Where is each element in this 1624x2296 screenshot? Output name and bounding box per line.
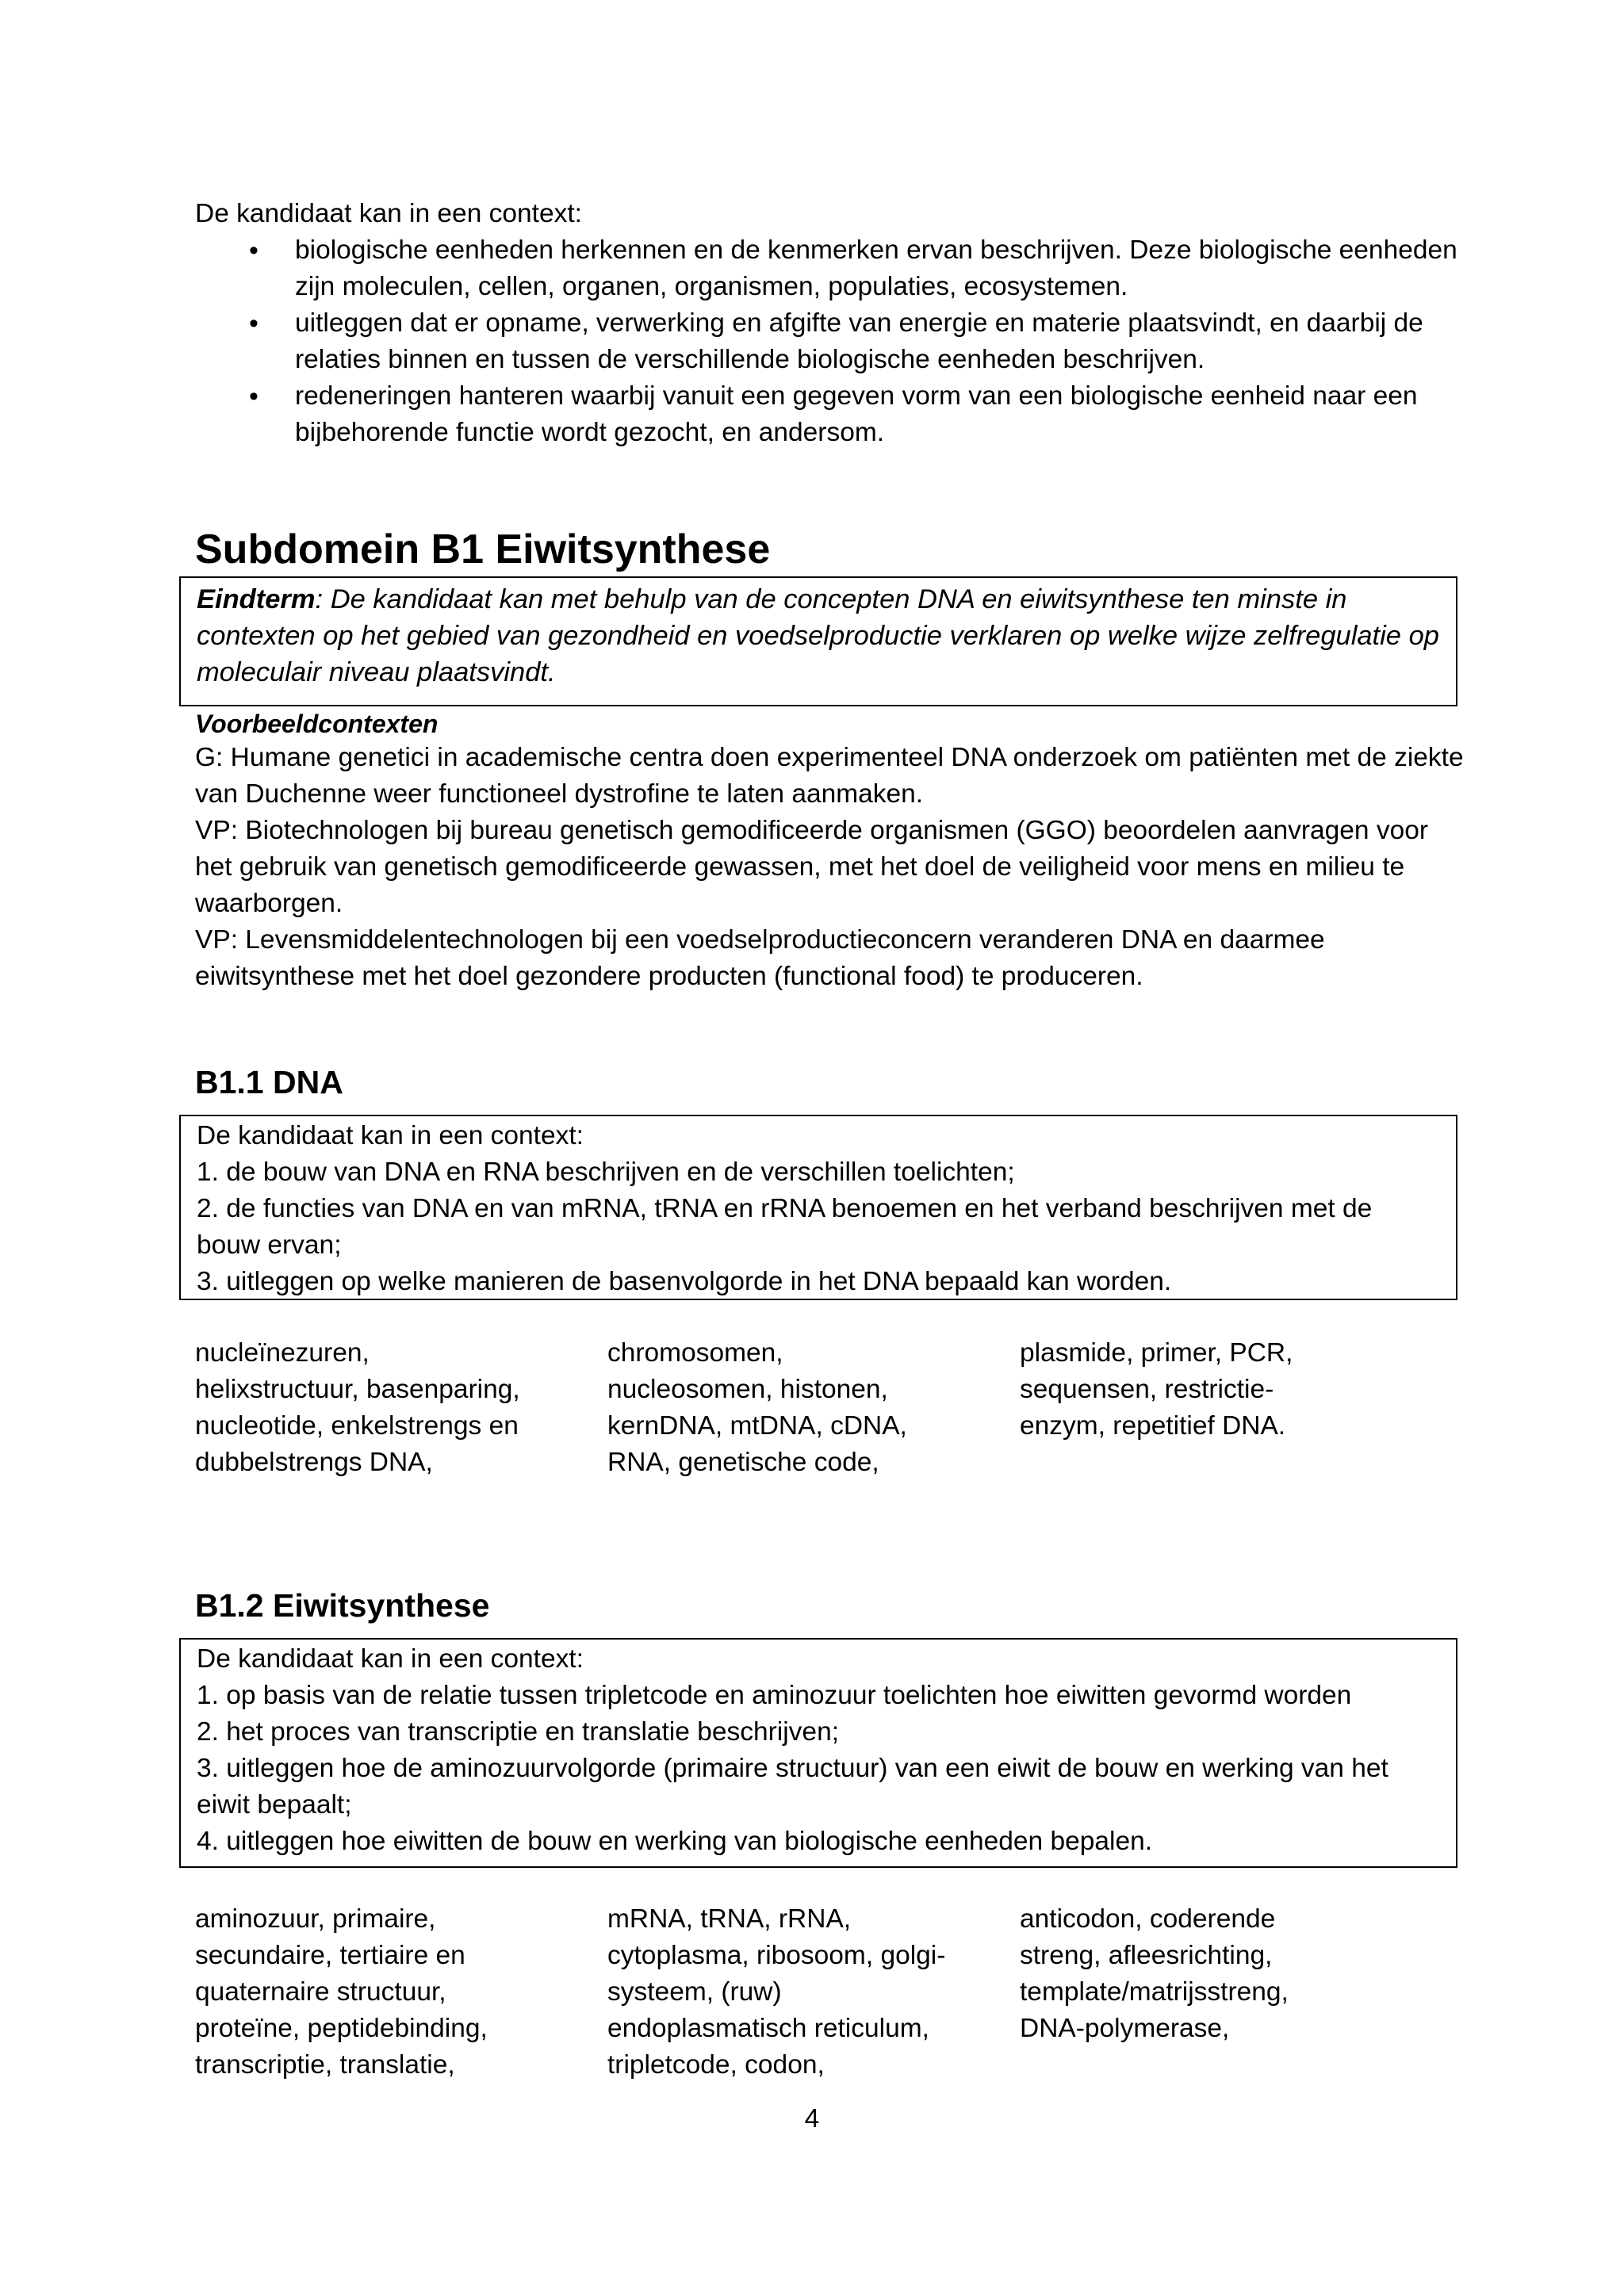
b11-objectives-box bbox=[179, 1115, 1457, 1300]
b12-concepts bbox=[195, 1901, 1432, 2084]
voorbeeld-section bbox=[195, 708, 1464, 995]
objective-line: De kandidaat kan in een context: bbox=[197, 1644, 584, 1674]
intro-bullet: • redeneringen hanteren waarbij vanuit een gegeven vorm van een biologische eenheid naar een bijbehorende functie wordt gezocht, en andersom. bbox=[195, 378, 1464, 451]
concept-line: kernDNA, mtDNA, cDNA, bbox=[607, 1411, 907, 1441]
eindterm-box bbox=[179, 576, 1457, 706]
page-number: 4 bbox=[804, 2104, 820, 2133]
objective-line: 1. op basis van de relatie tussen tripletcode en aminozuur toelichten hoe eiwitten gevormd worden bbox=[197, 1681, 1352, 1710]
concept-line: aminozuur, primaire, bbox=[195, 1904, 436, 1934]
voorbeeld-item: G: Humane genetici in academische centra doen experimenteel DNA onderzoek om patiënten met de ziekte van Duchenne weer functioneel dystrofine te laten aanmaken. bbox=[195, 743, 1464, 809]
concept-line: streng, afleesrichting, bbox=[1020, 1941, 1273, 1970]
objective-line: 1. de bouw van DNA en RNA beschrijven en de verschillen toelichten; bbox=[197, 1158, 1015, 1187]
concept-column bbox=[195, 1901, 607, 2084]
concept-line: mRNA, tRNA, rRNA, bbox=[607, 1904, 852, 1934]
concept-line: enzym, repetitief DNA. bbox=[1020, 1411, 1286, 1441]
voorbeeld-item: VP: Levensmiddelentechnologen bij een voedselproductieconcern veranderen DNA en daarmee eiwitsynthese met het doel gezondere producten (functional food) te produceren. bbox=[195, 925, 1325, 991]
concept-line: endoplasmatisch reticulum, bbox=[607, 2014, 929, 2043]
concept-line: systeem, (ruw) bbox=[607, 1977, 782, 2007]
objective-line: 3. uitleggen hoe de aminozuurvolgorde (primaire structuur) van een eiwit de bouw en werking van het eiwit bepaalt; bbox=[197, 1754, 1388, 1820]
concept-line: DNA-polymerase, bbox=[1020, 2014, 1230, 2043]
concept-column bbox=[195, 1335, 607, 1481]
objective-line: 2. het proces van transcriptie en translatie beschrijven; bbox=[197, 1717, 840, 1747]
concept-line: tripletcode, codon, bbox=[607, 2050, 825, 2080]
objective-line: De kandidaat kan in een context: bbox=[197, 1121, 584, 1150]
concept-line: secundaire, tertiaire en bbox=[195, 1941, 465, 1970]
intro-bullet: • biologische eenheden herkennen en de kenmerken ervan beschrijven. Deze biologische eenheden zijn moleculen, cellen, organen, organismen, populaties, ecosystemen. bbox=[195, 232, 1464, 305]
intro-section bbox=[195, 196, 1464, 451]
section-title-b12: B1.2 Eiwitsynthese bbox=[195, 1587, 490, 1624]
concept-line: dubbelstrengs DNA, bbox=[195, 1448, 433, 1477]
eindterm-text: : De kandidaat kan met behulp van de concepten DNA en eiwitsynthese ten minste in contexten op het gebied van gezondheid en voedselproductie verklaren op welke wijze zelfregulatie op moleculair niveau plaatsvindt. bbox=[197, 584, 1439, 687]
eindterm-label: Eindterm bbox=[197, 584, 316, 614]
concept-line: proteïne, peptidebinding, bbox=[195, 2014, 488, 2043]
concept-line: RNA, genetische code, bbox=[607, 1448, 879, 1477]
concept-column bbox=[1020, 1901, 1432, 2084]
section-title-b11: B1.1 DNA bbox=[195, 1064, 343, 1100]
concept-line: plasmide, primer, PCR, bbox=[1020, 1338, 1293, 1368]
objective-line: 2. de functies van DNA en van mRNA, tRNA en rRNA benoemen en het verband beschrijven met de bouw ervan; bbox=[197, 1194, 1373, 1260]
intro-bullet-list bbox=[195, 232, 1464, 451]
subdomain-title: Subdomein B1 Eiwitsynthese bbox=[195, 526, 771, 572]
voorbeeld-item: VP: Biotechnologen bij bureau genetisch gemodificeerde organismen (GGO) beoordelen aanvragen voor het gebruik van genetisch gemodificeerde gewassen, met het doel de veiligheid voor mens en milieu te waarborgen. bbox=[195, 816, 1428, 918]
objective-line: 3. uitleggen op welke manieren de basenvolgorde in het DNA bepaald kan worden. bbox=[197, 1267, 1172, 1296]
b12-objectives-box bbox=[179, 1638, 1457, 1868]
concept-line: nucleosomen, histonen, bbox=[607, 1375, 888, 1404]
concept-column bbox=[607, 1335, 1020, 1481]
concept-column bbox=[1020, 1335, 1432, 1481]
intro-bullet: • uitleggen dat er opname, verwerking en afgifte van energie en materie plaatsvindt, en daarbij de relaties binnen en tussen de verschillende biologische eenheden beschrijven. bbox=[195, 305, 1464, 378]
concept-line: chromosomen, bbox=[607, 1338, 783, 1368]
voorbeeld-title: Voorbeeldcontexten bbox=[195, 710, 439, 738]
concept-line: nucleïnezuren, bbox=[195, 1338, 370, 1368]
concept-line: cytoplasma, ribosoom, golgi- bbox=[607, 1941, 946, 1970]
concept-line: quaternaire structuur, bbox=[195, 1977, 446, 2007]
concept-line: helixstructuur, basenparing, bbox=[195, 1375, 520, 1404]
intro-lead: De kandidaat kan in een context: bbox=[195, 199, 582, 228]
concept-line: anticodon, coderende bbox=[1020, 1904, 1276, 1934]
concept-line: transcriptie, translatie, bbox=[195, 2050, 455, 2080]
objective-line: 4. uitleggen hoe eiwitten de bouw en werking van biologische eenheden bepalen. bbox=[197, 1827, 1153, 1856]
concept-column bbox=[607, 1901, 1020, 2084]
b11-concepts bbox=[195, 1335, 1432, 1481]
concept-line: sequensen, restrictie- bbox=[1020, 1375, 1274, 1404]
concept-line: nucleotide, enkelstrengs en bbox=[195, 1411, 519, 1441]
concept-line: template/matrijsstreng, bbox=[1020, 1977, 1289, 2007]
